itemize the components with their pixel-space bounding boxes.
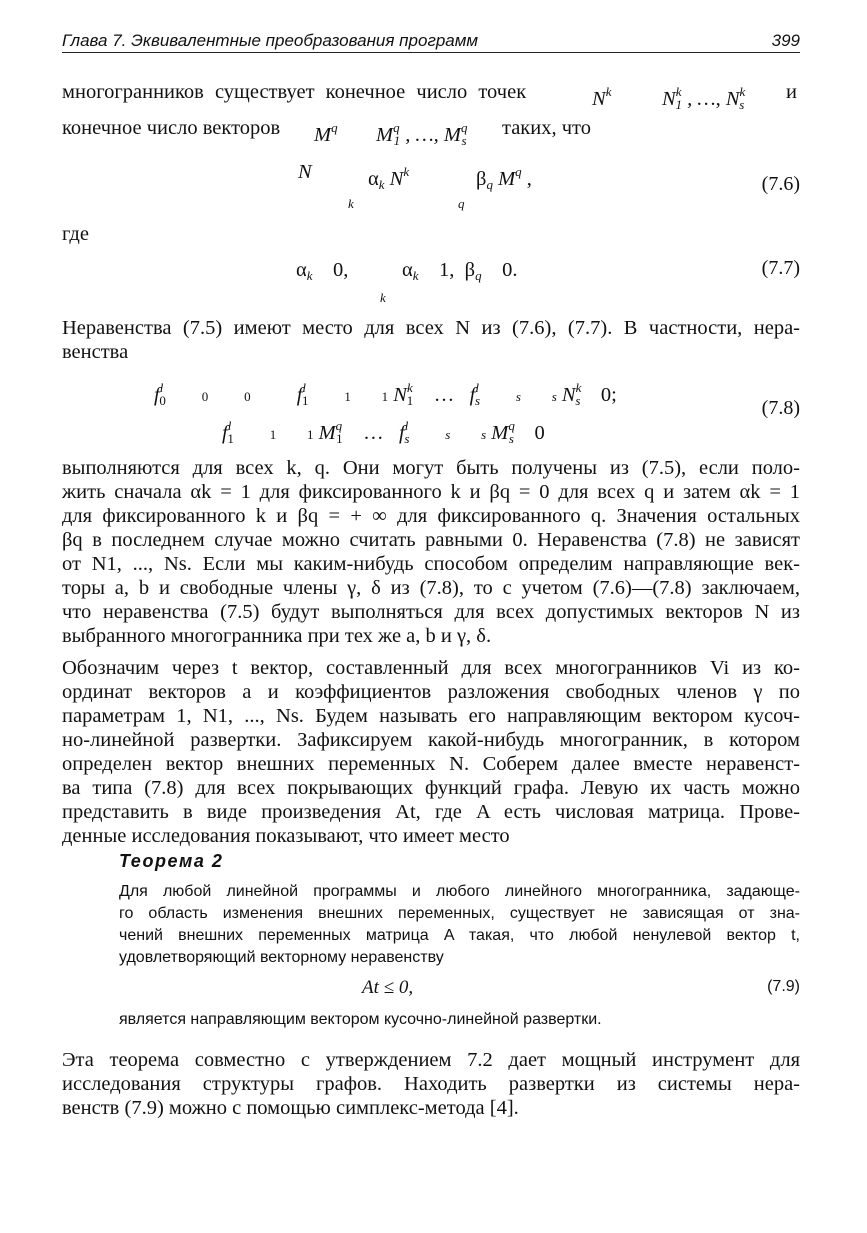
para1-line-2: венства: [62, 341, 129, 363]
eq76-beta-m: $\beta_q$ $M^q$ ,: [476, 164, 532, 192]
equation-number-7-8: (7.8): [761, 397, 800, 419]
equation-7-7: [62, 256, 800, 304]
para1-line-1: Неравенства (7.5) имеют место для всех N из (7.6), (7.7). В частности, нера-: [62, 317, 800, 339]
intro-such-that: таких, что: [502, 117, 591, 139]
para4-line-3: венств (7.9) можно с помощью симплекс-метода [4].: [62, 1097, 519, 1119]
para3-line-6: ва типа (7.8) для всех покрывающих функций графа. Левую их часть можно: [62, 777, 800, 799]
para4-line-2: исследования структуры графов. Находить развертки из системы нера-: [62, 1073, 800, 1095]
para3-line-2: ординат векторов a и коэффициентов разложения свободных членов γ по: [62, 681, 800, 703]
formula-m1-ms: $M^q_1$ , …, $M^q_s$: [376, 120, 468, 148]
equation-number-7-9: (7.9): [767, 978, 800, 995]
equation-number-7-6: (7.6): [761, 173, 800, 195]
intro-text-1: многогранников существует конечное число точек: [62, 81, 527, 103]
para2-line-4: βq в последнем случае можно считать равными 0. Неравенства (7.8) не зависят: [62, 529, 800, 551]
intro-and: и: [786, 81, 797, 103]
theorem-line-3: чений внешних переменных матрица A такая, что любой ненулевой вектор t,: [119, 927, 800, 944]
formula-nk: $N^k$: [592, 84, 612, 110]
chapter-title: Глава 7. Эквивалентные преобразования программ: [62, 31, 479, 50]
eq78-row2: $f^l_1$ 1 1 $M^q_1$ … $f^l_s$ s s $M^q_s$ 0: [222, 418, 545, 446]
eq78-row1: $f^l_0$ 0 0 $f^l_1$ 1 1 $N^k_1$ … $f^l_s$ s s $N^k_s$ 0;: [154, 380, 617, 408]
where-word: где: [62, 223, 89, 245]
theorem-conclusion: является направляющим вектором кусочно-линейной развертки.: [119, 1011, 602, 1028]
theorem-formula: At ≤ 0,: [362, 977, 414, 998]
para3-line-5: определен вектор внешних переменных N. Соберем далее вместе неравенст-: [62, 753, 800, 775]
running-header: [62, 30, 800, 53]
intro-text-2: конечное число векторов: [62, 117, 281, 139]
para3-line-4: но-линейной развертки. Зафиксируем какой-нибудь многогранник, в котором: [62, 729, 800, 751]
para2-line-7: что неравенства (7.5) будут выполняться для всех допустимых векторов N из: [62, 601, 800, 623]
para2-line-5: от N1, ..., Ns. Если мы каким-нибудь способом определим направляющие век-: [62, 553, 800, 575]
para2-line-1: выполняются для всех k, q. Они могут быть получены из (7.5), если поло-: [62, 457, 800, 479]
para4-line-1: Эта теорема совместно с утверждением 7.2 дает мощный инструмент для: [62, 1049, 800, 1071]
eq77-sum-k: k: [380, 290, 386, 305]
equation-7-8: [62, 372, 800, 448]
para3-line-3: параметрам 1, N1, ..., Ns. Будем называть его направляющим вектором кусоч-: [62, 705, 800, 727]
eq77-alpha-ge: $\alpha_k$ 0,: [296, 259, 349, 283]
para3-line-1: Обозначим через t вектор, составленный для всех многогранников Vi из ко-: [62, 657, 800, 679]
para2-line-3: для фиксированного k и βq = + ∞ для фиксированного q. Значения остальных: [62, 505, 800, 527]
para3-line-7: представить в виде произведения At, где A есть числовая матрица. Прове-: [62, 801, 800, 823]
eq76-sum-k: k: [348, 196, 354, 211]
intro-line-2: [62, 116, 800, 148]
para3-line-8: денные исследования показывают, что имеет место: [62, 825, 510, 847]
eq76-n: N: [298, 161, 312, 183]
page: [62, 0, 800, 1233]
formula-mq: $M^q$: [314, 120, 338, 146]
eq77-sum-alpha: $\alpha_k$ 1, $\beta_q$ 0.: [402, 259, 518, 283]
formula-n1-ns: $N^k_1$ , …, $N^k_s$: [662, 84, 746, 112]
theorem-line-1: Для любой линейной программы и любого линейного многогранника, задающе-: [119, 883, 800, 900]
page-number: 399: [771, 31, 800, 50]
para2-line-8: выбранного многогранника при тех же a, b и γ, δ.: [62, 625, 492, 647]
theorem-line-2: го область изменения внешних переменных, существует не зависящая от зна-: [119, 905, 800, 922]
theorem-line-4: удовлетворяющий векторному неравенству: [119, 949, 444, 966]
para2-line-2: жить сначала αk = 1 для фиксированного k и βq = 0 для всех q и затем αk = 1: [62, 481, 800, 503]
theorem-title: Теорема 2: [119, 851, 224, 871]
equation-7-6: [62, 158, 800, 210]
intro-line-1: [62, 80, 800, 112]
eq76-sum-q: q: [458, 196, 465, 211]
equation-number-7-7: (7.7): [761, 257, 800, 279]
para2-line-6: торы a, b и свободные члены γ, δ из (7.8), то с учетом (7.6)—(7.8) заключаем,: [62, 577, 800, 599]
eq76-alpha-n: $\alpha_k$ $N^k$: [368, 164, 410, 192]
